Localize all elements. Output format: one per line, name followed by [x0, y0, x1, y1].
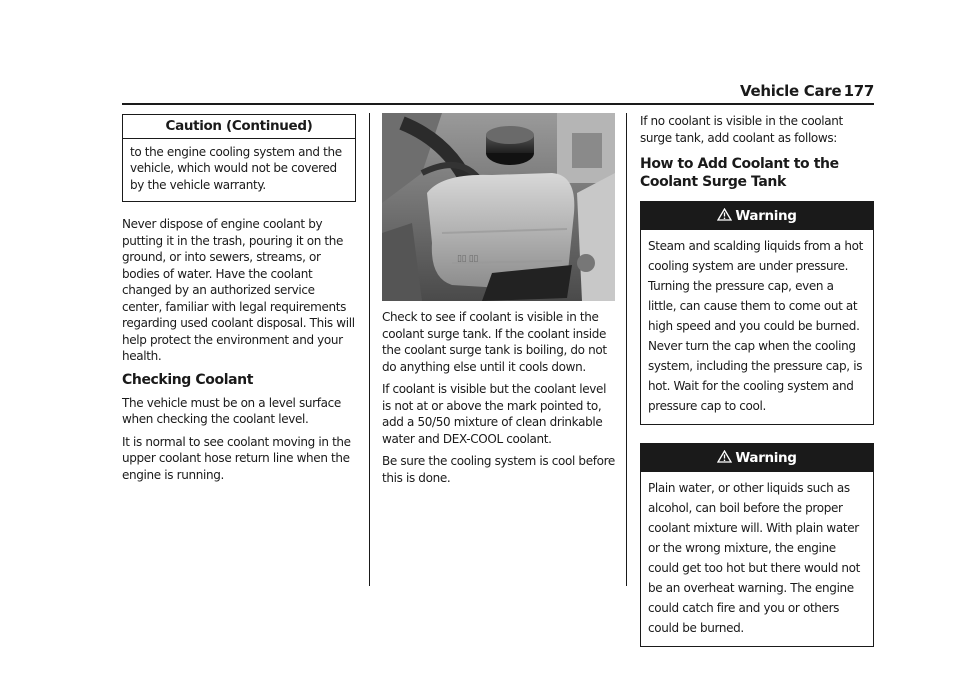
- warning-label-2: Warning: [735, 450, 797, 466]
- warning-label-1: Warning: [735, 208, 797, 224]
- warning-text-2: Plain water, or other liquids such as alcohol, can boil before the proper coolant mixture will. With plain water or the wrong mixture, the engine could get too hot but there would not be an overheat warning. The engine could catch fire and you or others could be burned.: [648, 481, 861, 635]
- column-2: [382, 113, 616, 492]
- column-1: [122, 114, 356, 489]
- check-visible-paragraph: Check to see if coolant is visible in the coolant surge tank. If the coolant inside the coolant surge tank is boiling, do not do anything else until it cools down.: [382, 310, 607, 374]
- warning-title-1: [641, 202, 873, 230]
- mixture-paragraph: If coolant is visible but the coolant level is not at or above the mark pointed to, add a 50/50 mixture of clean drinkable water and DEX-COOL coolant.: [382, 382, 607, 446]
- cool-before-paragraph: Be sure the cooling system is cool before this is done.: [382, 454, 615, 485]
- coolant-moving-paragraph: It is normal to see coolant moving in the upper coolant hose return line when the engine is running.: [122, 434, 351, 482]
- level-surface-paragraph: The vehicle must be on a level surface when checking the coolant level.: [122, 395, 341, 426]
- svg-text:▯▯ ▯▯: ▯▯ ▯▯: [457, 254, 478, 264]
- column-3: [640, 113, 874, 647]
- caution-box: [122, 114, 356, 202]
- caution-text: to the engine cooling system and the vehicle, which would not be covered by the vehicle warranty.: [130, 144, 342, 192]
- header-rule: [122, 103, 874, 105]
- add-coolant-heading: How to Add Coolant to the Coolant Surge Tank: [640, 156, 839, 190]
- column-divider-1: [369, 113, 370, 586]
- warning-box-2: [640, 443, 874, 647]
- column-divider-2: [626, 113, 627, 586]
- warning-triangle-icon: [717, 450, 732, 463]
- page-number: 177: [843, 82, 874, 100]
- no-coolant-paragraph: If no coolant is visible in the coolant surge tank, add coolant as follows:: [640, 114, 843, 145]
- warning-triangle-icon: [717, 208, 732, 221]
- page-header: [740, 82, 874, 104]
- warning-box-1: [640, 201, 874, 425]
- disposal-paragraph: Never dispose of engine coolant by putting it in the trash, pouring it on the ground, or into sewers, streams, or bodies of water. Have the coolant changed by an authorized service center, familiar with legal requirements regarding used coolant disposal. This will help protect the environment and your health.: [122, 217, 355, 363]
- coolant-tank-photo: [382, 113, 615, 301]
- section-title: Vehicle Care: [740, 82, 842, 100]
- warning-text-1: Steam and scalding liquids from a hot cooling system are under pressure. Turning the pressure cap, even a little, can cause them to come out at high speed and you could be burned. Never turn the cap when the cooling system, including the pressure cap, is hot. Wait for the cooling system and pressure cap to cool.: [648, 239, 863, 413]
- warning-title-2: [641, 444, 873, 472]
- caution-title: Caution (Continued): [123, 115, 355, 139]
- checking-coolant-heading: Checking Coolant: [122, 371, 254, 388]
